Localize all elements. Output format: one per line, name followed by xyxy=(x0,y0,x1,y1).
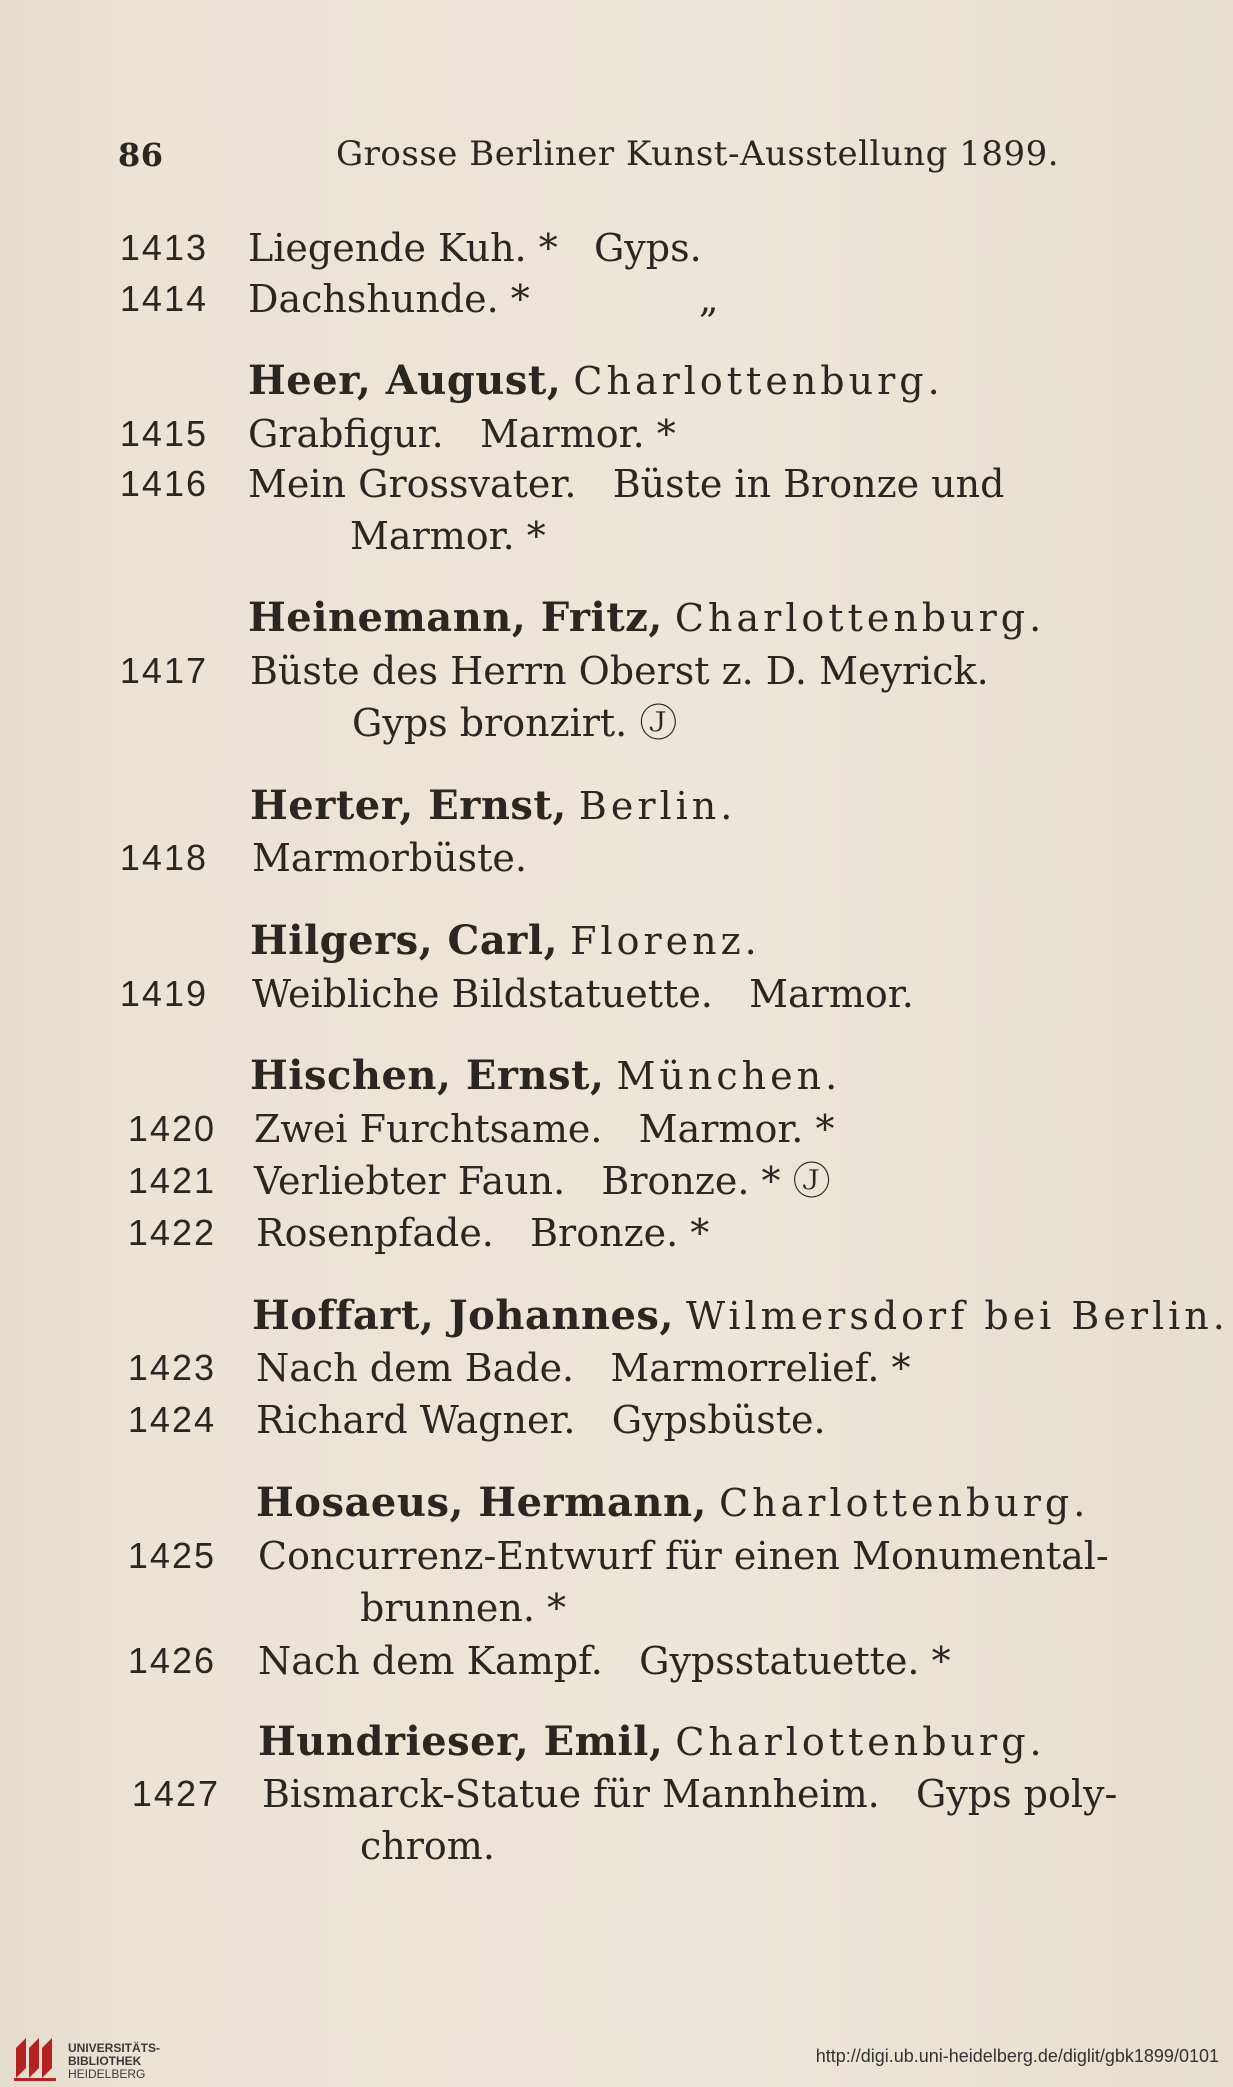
catalogue-entry xyxy=(0,1768,1233,1820)
entry-text: Nach dem Kampf. Gypsstatuette. * xyxy=(258,1639,951,1683)
artist-location: Charlottenburg. xyxy=(573,359,944,403)
artist-name: Heer, August, xyxy=(248,357,562,404)
catalogue-entry xyxy=(0,1103,1233,1155)
catalogue-entry xyxy=(0,408,1233,460)
entry-number: 1426 xyxy=(127,1640,216,1681)
entry-text: Marmorbüste. xyxy=(252,836,527,880)
artist-location: Charlottenburg. xyxy=(674,596,1046,640)
artist-location: Charlottenburg. xyxy=(675,1720,1046,1764)
entry-text: Marmor. * xyxy=(350,514,546,558)
source-url-link[interactable]: http://digi.ub.uni-heidelberg.de/diglit/gbk1899/0101 xyxy=(815,2046,1219,2066)
entry-text: Büste des Herrn Oberst z. D. Meyrick. xyxy=(250,649,989,693)
artist-location: Wilmersdorf bei Berlin. xyxy=(685,1294,1229,1338)
entry-text: Mein Grossvater. Büste in Bronze und xyxy=(248,462,1005,506)
entry-text: Dachshunde. * „ xyxy=(248,277,719,321)
entry-text: brunnen. * xyxy=(360,1586,567,1630)
entry-text: Zwei Furchtsame. Marmor. * xyxy=(254,1107,835,1151)
catalogue-entry xyxy=(0,1394,1233,1446)
artist-heading xyxy=(0,1050,1233,1102)
entry-number: 1418 xyxy=(119,837,208,878)
entry-continuation xyxy=(0,697,1233,749)
artist-heading xyxy=(0,1477,1233,1529)
entry-number: 1421 xyxy=(127,1160,216,1201)
catalogue-entry xyxy=(0,1342,1233,1394)
page-header xyxy=(0,128,1233,178)
entry-number: 1413 xyxy=(119,227,208,268)
catalogue-entry xyxy=(0,273,1233,325)
catalogue-entry xyxy=(0,645,1233,697)
catalogue-entry xyxy=(0,1207,1233,1259)
entry-continuation xyxy=(0,1582,1233,1634)
artist-heading xyxy=(0,780,1233,832)
entry-text: Grabfigur. Marmor. * xyxy=(248,412,676,456)
entry-continuation xyxy=(0,510,1233,562)
entry-number: 1422 xyxy=(127,1212,216,1253)
artist-name: Hundrieser, Emil, xyxy=(258,1718,664,1765)
artist-heading xyxy=(0,355,1233,407)
artist-heading xyxy=(0,915,1233,967)
entry-number: 1419 xyxy=(119,973,208,1014)
artist-heading xyxy=(0,592,1233,644)
artist-heading xyxy=(0,1290,1233,1342)
artist-name: Hilgers, Carl, xyxy=(250,917,558,964)
entry-text: Bismarck-Statue für Mannheim. Gyps poly- xyxy=(262,1772,1118,1816)
entry-number: 1424 xyxy=(127,1399,216,1440)
entry-text: Liegende Kuh. * Gyps. xyxy=(248,226,702,270)
entry-text: Gyps bronzirt. Ⓙ xyxy=(352,701,678,745)
catalogue-entry xyxy=(0,832,1233,884)
entry-number: 1420 xyxy=(127,1108,216,1149)
entry-text: Nach dem Bade. Marmorrelief. * xyxy=(256,1346,911,1390)
library-name: UNIVERSITÄTS- BIBLIOTHEK HEIDELBERG xyxy=(68,2041,161,2081)
artist-name: Herter, Ernst, xyxy=(250,782,567,829)
artist-location: Berlin. xyxy=(578,784,737,828)
catalogue-entry xyxy=(0,1635,1233,1687)
entry-number: 1414 xyxy=(119,278,208,319)
running-title: Grosse Berliner Kunst-Ausstellung 1899. xyxy=(336,134,1060,174)
entry-text: Weibliche Bildstatuette. Marmor. xyxy=(252,972,914,1016)
catalogue-entry xyxy=(0,1530,1233,1582)
entry-number: 1416 xyxy=(119,463,208,504)
footer xyxy=(0,2028,1233,2087)
entry-number: 1423 xyxy=(127,1347,216,1388)
entry-text: Verliebter Faun. Bronze. * Ⓙ xyxy=(254,1159,831,1203)
entry-number: 1425 xyxy=(127,1535,216,1576)
catalogue-entry xyxy=(0,222,1233,274)
artist-name: Hoffart, Johannes, xyxy=(252,1292,674,1339)
catalogue-entry xyxy=(0,1155,1233,1207)
entry-number: 1415 xyxy=(119,413,208,454)
catalogue-entry xyxy=(0,968,1233,1020)
entry-continuation xyxy=(0,1820,1233,1872)
library-logo-icon xyxy=(12,2034,58,2082)
artist-location: Charlottenburg. xyxy=(719,1481,1090,1525)
artist-location: München. xyxy=(616,1054,842,1098)
entry-text: Richard Wagner. Gypsbüste. xyxy=(256,1398,826,1442)
artist-heading xyxy=(0,1716,1233,1768)
artist-name: Hosaeus, Hermann, xyxy=(256,1479,707,1526)
entry-text: Rosenpfade. Bronze. * xyxy=(256,1211,710,1255)
entry-number: 1417 xyxy=(119,650,208,691)
artist-location: Florenz. xyxy=(570,919,761,963)
catalogue-entry xyxy=(0,458,1233,510)
entry-text: Concurrenz-Entwurf für einen Monumental- xyxy=(258,1534,1109,1578)
entry-text: chrom. xyxy=(360,1824,495,1868)
page-number: 86 xyxy=(118,136,164,174)
artist-name: Heinemann, Fritz, xyxy=(248,594,663,641)
entry-number: 1427 xyxy=(131,1773,220,1814)
artist-name: Hischen, Ernst, xyxy=(250,1052,605,1099)
